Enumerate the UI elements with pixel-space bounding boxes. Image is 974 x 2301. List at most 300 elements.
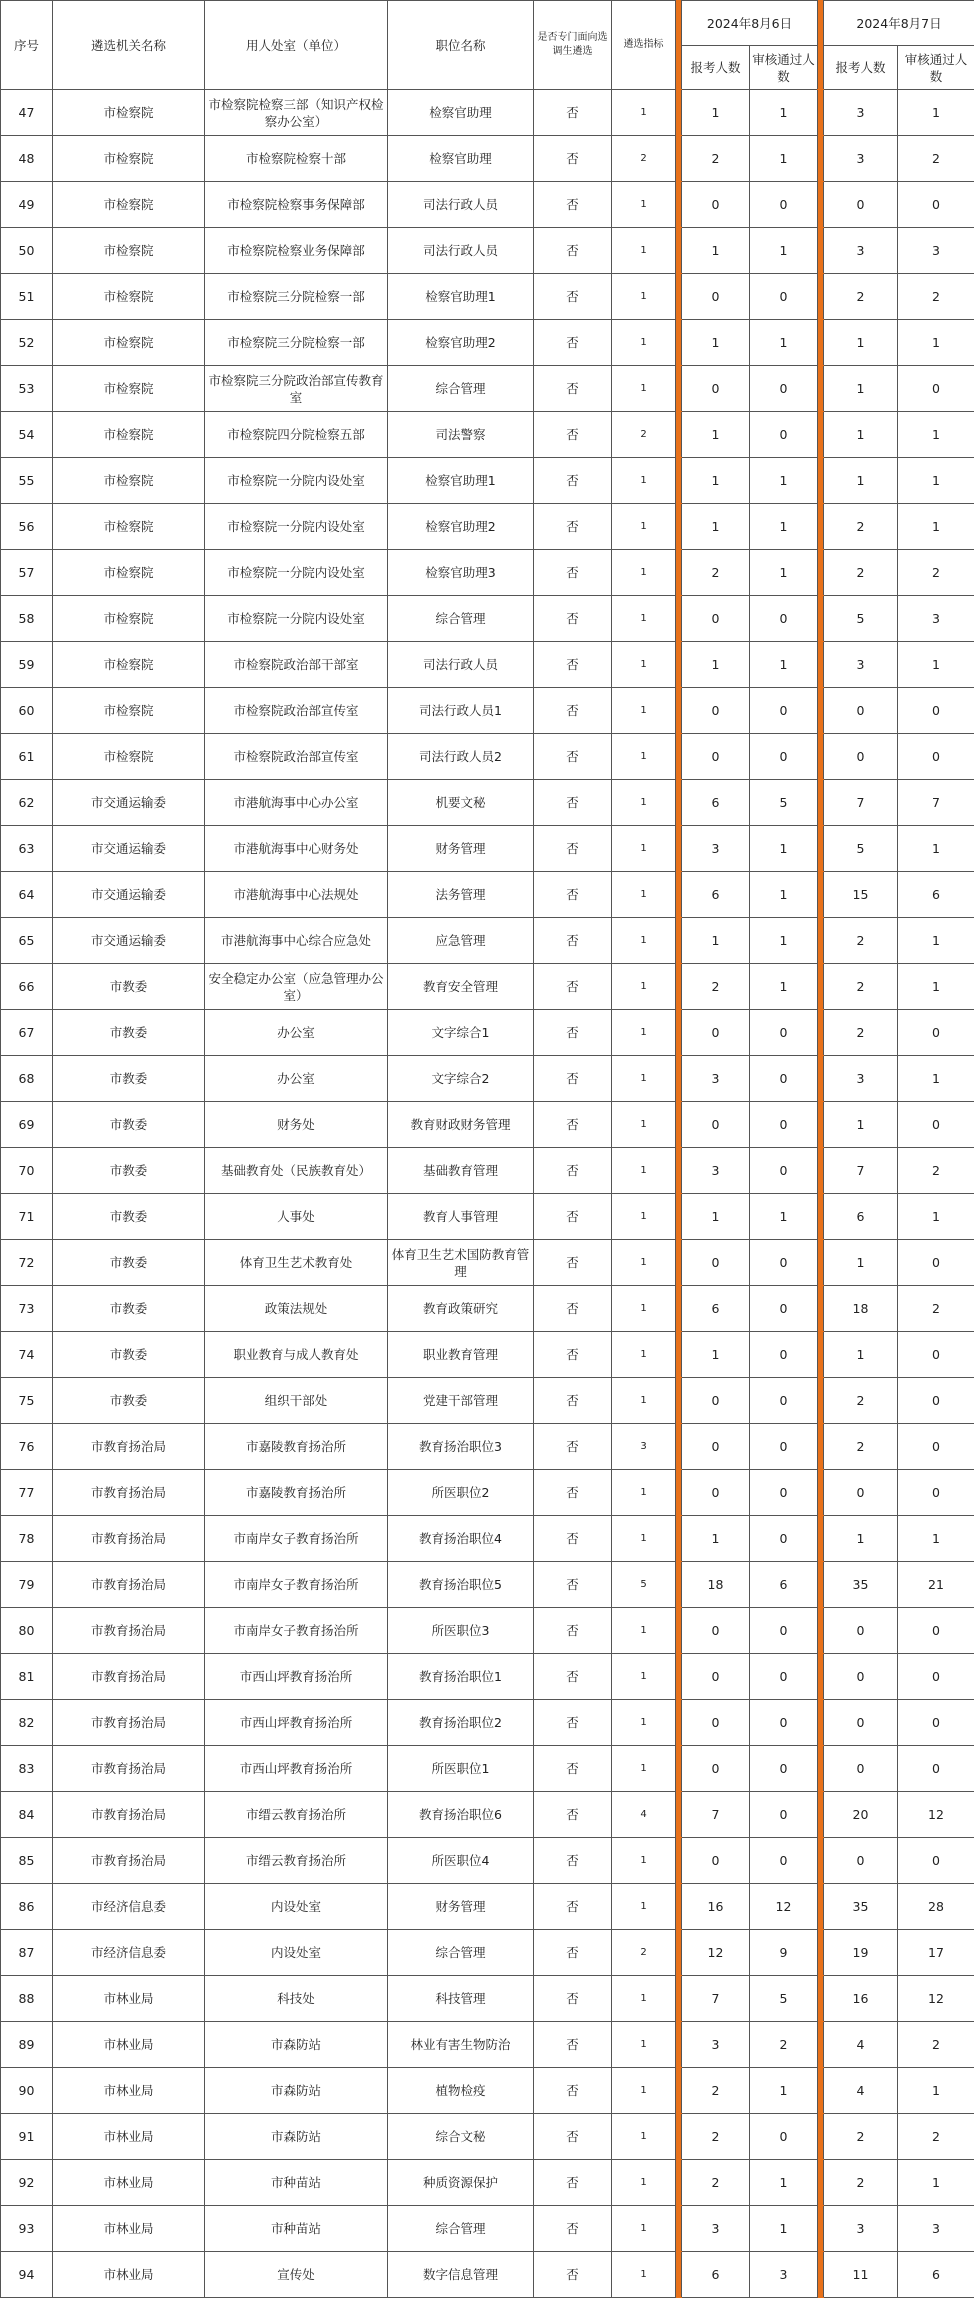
cell-agency: 市检察院 xyxy=(53,320,205,366)
cell-agency: 市检察院 xyxy=(53,412,205,458)
cell-dept: 市检察院一分院内设处室 xyxy=(205,550,388,596)
cell-agency: 市教委 xyxy=(53,1148,205,1194)
cell-graduate-only: 否 xyxy=(534,1102,612,1148)
table-row xyxy=(1,642,974,688)
cell-position: 教育人事管理 xyxy=(388,1194,534,1240)
cell-seq: 88 xyxy=(1,1976,53,2022)
table-row xyxy=(1,1424,974,1470)
cell-agency: 市教委 xyxy=(53,964,205,1010)
cell-quota: 1 xyxy=(612,2252,676,2298)
cell-apply-count-2: 0 xyxy=(824,1470,898,1516)
cell-pass-count-2: 0 xyxy=(898,366,974,412)
cell-apply-count-2: 0 xyxy=(824,688,898,734)
cell-graduate-only: 否 xyxy=(534,2160,612,2206)
cell-pass-count-1: 0 xyxy=(750,182,818,228)
cell-position: 林业有害生物防治 xyxy=(388,2022,534,2068)
cell-pass-count-2: 3 xyxy=(898,2206,974,2252)
cell-pass-count-2: 0 xyxy=(898,1746,974,1792)
cell-pass-count-2: 0 xyxy=(898,1424,974,1470)
cell-agency: 市教委 xyxy=(53,1286,205,1332)
cell-seq: 59 xyxy=(1,642,53,688)
cell-pass-count-2: 1 xyxy=(898,1056,974,1102)
cell-pass-count-2: 2 xyxy=(898,136,974,182)
cell-seq: 69 xyxy=(1,1102,53,1148)
cell-apply-count-2: 7 xyxy=(824,1148,898,1194)
cell-position: 教育扬治职位2 xyxy=(388,1700,534,1746)
cell-quota: 1 xyxy=(612,780,676,826)
cell-seq: 57 xyxy=(1,550,53,596)
cell-graduate-only: 否 xyxy=(534,228,612,274)
cell-pass-count-2: 0 xyxy=(898,1378,974,1424)
cell-quota: 1 xyxy=(612,458,676,504)
cell-quota: 1 xyxy=(612,1746,676,1792)
cell-pass-count-2: 2 xyxy=(898,1286,974,1332)
cell-apply-count-1: 1 xyxy=(682,90,750,136)
table-row xyxy=(1,1884,974,1930)
cell-pass-count-2: 1 xyxy=(898,1516,974,1562)
cell-position: 检察官助理1 xyxy=(388,274,534,320)
cell-pass-count-2: 2 xyxy=(898,550,974,596)
cell-quota: 1 xyxy=(612,1654,676,1700)
cell-apply-count-1: 7 xyxy=(682,1976,750,2022)
cell-seq: 61 xyxy=(1,734,53,780)
cell-pass-count-1: 0 xyxy=(750,1654,818,1700)
table-row xyxy=(1,1608,974,1654)
cell-apply-count-2: 16 xyxy=(824,1976,898,2022)
cell-agency: 市林业局 xyxy=(53,2252,205,2298)
cell-quota: 2 xyxy=(612,136,676,182)
cell-agency: 市教委 xyxy=(53,1378,205,1424)
cell-pass-count-1: 1 xyxy=(750,504,818,550)
cell-quota: 1 xyxy=(612,2068,676,2114)
cell-graduate-only: 否 xyxy=(534,642,612,688)
cell-agency: 市交通运输委 xyxy=(53,780,205,826)
cell-graduate-only: 否 xyxy=(534,504,612,550)
cell-apply-count-1: 2 xyxy=(682,2160,750,2206)
cell-pass-count-1: 5 xyxy=(750,780,818,826)
table-row xyxy=(1,274,974,320)
cell-apply-count-2: 2 xyxy=(824,1378,898,1424)
cell-pass-count-1: 1 xyxy=(750,2206,818,2252)
cell-apply-count-1: 0 xyxy=(682,734,750,780)
cell-pass-count-1: 5 xyxy=(750,1976,818,2022)
cell-seq: 67 xyxy=(1,1010,53,1056)
cell-apply-count-2: 3 xyxy=(824,1056,898,1102)
cell-dept: 市检察院三分院检察一部 xyxy=(205,320,388,366)
cell-pass-count-1: 6 xyxy=(750,1562,818,1608)
cell-apply-count-1: 0 xyxy=(682,1424,750,1470)
cell-graduate-only: 否 xyxy=(534,1148,612,1194)
cell-apply-count-1: 0 xyxy=(682,1700,750,1746)
cell-agency: 市交通运输委 xyxy=(53,918,205,964)
cell-position: 检察官助理2 xyxy=(388,504,534,550)
table-row xyxy=(1,596,974,642)
cell-agency: 市教育扬治局 xyxy=(53,1792,205,1838)
cell-quota: 1 xyxy=(612,918,676,964)
cell-apply-count-2: 2 xyxy=(824,2114,898,2160)
table-row xyxy=(1,1930,974,1976)
cell-pass-count-2: 6 xyxy=(898,2252,974,2298)
cell-pass-count-2: 0 xyxy=(898,1700,974,1746)
table-body xyxy=(1,90,974,2298)
table-row xyxy=(1,458,974,504)
cell-position: 检察官助理 xyxy=(388,136,534,182)
cell-quota: 1 xyxy=(612,872,676,918)
cell-quota: 1 xyxy=(612,1286,676,1332)
cell-pass-count-2: 21 xyxy=(898,1562,974,1608)
table-row xyxy=(1,780,974,826)
cell-seq: 82 xyxy=(1,1700,53,1746)
cell-apply-count-1: 7 xyxy=(682,1792,750,1838)
cell-seq: 89 xyxy=(1,2022,53,2068)
cell-quota: 1 xyxy=(612,320,676,366)
cell-apply-count-1: 6 xyxy=(682,780,750,826)
header-agency: 遴选机关名称 xyxy=(53,1,205,90)
cell-agency: 市检察院 xyxy=(53,734,205,780)
cell-pass-count-1: 1 xyxy=(750,964,818,1010)
cell-position: 教育政策研究 xyxy=(388,1286,534,1332)
cell-agency: 市教委 xyxy=(53,1194,205,1240)
cell-apply-count-1: 1 xyxy=(682,320,750,366)
cell-apply-count-1: 3 xyxy=(682,2022,750,2068)
cell-dept: 体育卫生艺术教育处 xyxy=(205,1240,388,1286)
cell-agency: 市检察院 xyxy=(53,596,205,642)
cell-pass-count-1: 0 xyxy=(750,2114,818,2160)
cell-seq: 64 xyxy=(1,872,53,918)
cell-pass-count-1: 0 xyxy=(750,1148,818,1194)
table-row xyxy=(1,90,974,136)
cell-pass-count-2: 1 xyxy=(898,1194,974,1240)
cell-seq: 79 xyxy=(1,1562,53,1608)
cell-seq: 71 xyxy=(1,1194,53,1240)
table-row xyxy=(1,2068,974,2114)
cell-apply-count-1: 0 xyxy=(682,1378,750,1424)
cell-dept: 市西山坪教育扬治所 xyxy=(205,1700,388,1746)
table-row xyxy=(1,1516,974,1562)
cell-agency: 市检察院 xyxy=(53,136,205,182)
cell-dept: 市港航海事中心法规处 xyxy=(205,872,388,918)
cell-seq: 84 xyxy=(1,1792,53,1838)
cell-pass-count-1: 0 xyxy=(750,366,818,412)
cell-pass-count-1: 0 xyxy=(750,1792,818,1838)
table-row xyxy=(1,964,974,1010)
cell-seq: 48 xyxy=(1,136,53,182)
cell-agency: 市检察院 xyxy=(53,642,205,688)
cell-position: 检察官助理 xyxy=(388,90,534,136)
cell-apply-count-2: 3 xyxy=(824,90,898,136)
table-row xyxy=(1,2252,974,2298)
cell-pass-count-2: 1 xyxy=(898,320,974,366)
cell-pass-count-2: 1 xyxy=(898,2068,974,2114)
cell-apply-count-2: 0 xyxy=(824,182,898,228)
cell-seq: 74 xyxy=(1,1332,53,1378)
table-row xyxy=(1,1838,974,1884)
cell-graduate-only: 否 xyxy=(534,320,612,366)
cell-dept: 市森防站 xyxy=(205,2022,388,2068)
cell-graduate-only: 否 xyxy=(534,550,612,596)
cell-quota: 1 xyxy=(612,228,676,274)
table-row xyxy=(1,1792,974,1838)
cell-quota: 1 xyxy=(612,2206,676,2252)
cell-pass-count-2: 0 xyxy=(898,734,974,780)
cell-pass-count-1: 1 xyxy=(750,826,818,872)
table-row xyxy=(1,228,974,274)
cell-quota: 1 xyxy=(612,550,676,596)
header-graduate-only: 是否专门面向选调生遴选 xyxy=(534,1,612,90)
cell-apply-count-1: 0 xyxy=(682,366,750,412)
cell-pass-count-1: 0 xyxy=(750,1102,818,1148)
cell-quota: 1 xyxy=(612,366,676,412)
cell-graduate-only: 否 xyxy=(534,2252,612,2298)
cell-pass-count-1: 0 xyxy=(750,596,818,642)
cell-apply-count-2: 0 xyxy=(824,734,898,780)
cell-pass-count-1: 0 xyxy=(750,1838,818,1884)
cell-pass-count-2: 3 xyxy=(898,596,974,642)
table-row xyxy=(1,320,974,366)
cell-apply-count-1: 0 xyxy=(682,1838,750,1884)
cell-apply-count-1: 2 xyxy=(682,2068,750,2114)
cell-apply-count-1: 1 xyxy=(682,1332,750,1378)
cell-dept: 市森防站 xyxy=(205,2114,388,2160)
cell-pass-count-2: 6 xyxy=(898,872,974,918)
cell-graduate-only: 否 xyxy=(534,964,612,1010)
table-row xyxy=(1,872,974,918)
cell-position: 综合管理 xyxy=(388,1930,534,1976)
cell-position: 所医职位4 xyxy=(388,1838,534,1884)
cell-apply-count-1: 2 xyxy=(682,2114,750,2160)
cell-apply-count-2: 1 xyxy=(824,458,898,504)
cell-seq: 94 xyxy=(1,2252,53,2298)
cell-position: 司法警察 xyxy=(388,412,534,458)
cell-quota: 1 xyxy=(612,1884,676,1930)
cell-seq: 47 xyxy=(1,90,53,136)
cell-position: 司法行政人员 xyxy=(388,642,534,688)
table-row xyxy=(1,1056,974,1102)
cell-agency: 市教委 xyxy=(53,1102,205,1148)
cell-pass-count-1: 1 xyxy=(750,90,818,136)
cell-pass-count-1: 0 xyxy=(750,1470,818,1516)
cell-apply-count-1: 1 xyxy=(682,504,750,550)
cell-pass-count-2: 1 xyxy=(898,458,974,504)
cell-apply-count-2: 20 xyxy=(824,1792,898,1838)
cell-seq: 72 xyxy=(1,1240,53,1286)
cell-apply-count-2: 4 xyxy=(824,2068,898,2114)
cell-seq: 66 xyxy=(1,964,53,1010)
cell-apply-count-2: 3 xyxy=(824,642,898,688)
cell-pass-count-2: 12 xyxy=(898,1976,974,2022)
cell-seq: 68 xyxy=(1,1056,53,1102)
cell-apply-count-1: 18 xyxy=(682,1562,750,1608)
cell-position: 法务管理 xyxy=(388,872,534,918)
cell-dept: 市港航海事中心综合应急处 xyxy=(205,918,388,964)
cell-quota: 1 xyxy=(612,1010,676,1056)
cell-quota: 1 xyxy=(612,688,676,734)
header-apply-count-1: 报考人数 xyxy=(682,46,750,90)
cell-seq: 78 xyxy=(1,1516,53,1562)
cell-pass-count-2: 1 xyxy=(898,504,974,550)
cell-seq: 80 xyxy=(1,1608,53,1654)
cell-apply-count-2: 1 xyxy=(824,320,898,366)
cell-apply-count-2: 1 xyxy=(824,366,898,412)
cell-position: 教育扬治职位4 xyxy=(388,1516,534,1562)
cell-seq: 76 xyxy=(1,1424,53,1470)
cell-dept: 市缙云教育扬治所 xyxy=(205,1792,388,1838)
cell-apply-count-1: 1 xyxy=(682,228,750,274)
cell-pass-count-1: 0 xyxy=(750,1010,818,1056)
cell-pass-count-2: 2 xyxy=(898,2114,974,2160)
cell-graduate-only: 否 xyxy=(534,1884,612,1930)
cell-pass-count-2: 0 xyxy=(898,1470,974,1516)
cell-position: 教育安全管理 xyxy=(388,964,534,1010)
cell-apply-count-1: 0 xyxy=(682,1746,750,1792)
cell-pass-count-2: 1 xyxy=(898,964,974,1010)
cell-seq: 90 xyxy=(1,2068,53,2114)
cell-agency: 市教委 xyxy=(53,1056,205,1102)
cell-dept: 市检察院政治部宣传室 xyxy=(205,734,388,780)
cell-pass-count-1: 1 xyxy=(750,642,818,688)
table-row xyxy=(1,1240,974,1286)
cell-graduate-only: 否 xyxy=(534,1424,612,1470)
cell-apply-count-1: 0 xyxy=(682,688,750,734)
cell-dept: 内设处室 xyxy=(205,1884,388,1930)
cell-agency: 市教委 xyxy=(53,1332,205,1378)
table-row xyxy=(1,918,974,964)
cell-pass-count-2: 0 xyxy=(898,1240,974,1286)
cell-graduate-only: 否 xyxy=(534,688,612,734)
cell-graduate-only: 否 xyxy=(534,1654,612,1700)
cell-apply-count-1: 3 xyxy=(682,1148,750,1194)
table-row xyxy=(1,1470,974,1516)
cell-graduate-only: 否 xyxy=(534,1746,612,1792)
cell-apply-count-2: 2 xyxy=(824,964,898,1010)
cell-apply-count-1: 1 xyxy=(682,1516,750,1562)
cell-quota: 1 xyxy=(612,1470,676,1516)
cell-pass-count-2: 1 xyxy=(898,2160,974,2206)
cell-position: 教育扬治职位6 xyxy=(388,1792,534,1838)
cell-pass-count-1: 0 xyxy=(750,412,818,458)
cell-seq: 81 xyxy=(1,1654,53,1700)
cell-graduate-only: 否 xyxy=(534,1930,612,1976)
cell-position: 教育扬治职位3 xyxy=(388,1424,534,1470)
header-apply-count-2: 报考人数 xyxy=(824,46,898,90)
cell-apply-count-2: 2 xyxy=(824,550,898,596)
header-pass-count-1: 审核通过人数 xyxy=(750,46,818,90)
cell-apply-count-2: 5 xyxy=(824,596,898,642)
cell-dept: 办公室 xyxy=(205,1010,388,1056)
cell-position: 基础教育管理 xyxy=(388,1148,534,1194)
table-row xyxy=(1,1332,974,1378)
cell-apply-count-1: 0 xyxy=(682,1102,750,1148)
cell-seq: 83 xyxy=(1,1746,53,1792)
cell-dept: 市检察院一分院内设处室 xyxy=(205,504,388,550)
cell-seq: 87 xyxy=(1,1930,53,1976)
cell-seq: 85 xyxy=(1,1838,53,1884)
cell-position: 机要文秘 xyxy=(388,780,534,826)
cell-dept: 市南岸女子教育扬治所 xyxy=(205,1516,388,1562)
cell-apply-count-2: 35 xyxy=(824,1884,898,1930)
cell-graduate-only: 否 xyxy=(534,1056,612,1102)
table-row xyxy=(1,1976,974,2022)
cell-dept: 政策法规处 xyxy=(205,1286,388,1332)
cell-agency: 市检察院 xyxy=(53,228,205,274)
cell-dept: 市检察院检察三部（知识产权检察办公室） xyxy=(205,90,388,136)
cell-pass-count-1: 0 xyxy=(750,1286,818,1332)
cell-agency: 市林业局 xyxy=(53,2114,205,2160)
cell-pass-count-1: 0 xyxy=(750,1700,818,1746)
cell-agency: 市教育扬治局 xyxy=(53,1424,205,1470)
cell-dept: 市检察院检察十部 xyxy=(205,136,388,182)
cell-graduate-only: 否 xyxy=(534,1240,612,1286)
cell-pass-count-1: 12 xyxy=(750,1884,818,1930)
cell-pass-count-1: 1 xyxy=(750,2068,818,2114)
header-seq: 序号 xyxy=(1,1,53,90)
cell-position: 植物检疫 xyxy=(388,2068,534,2114)
cell-agency: 市林业局 xyxy=(53,2022,205,2068)
cell-position: 检察官助理2 xyxy=(388,320,534,366)
cell-dept: 财务处 xyxy=(205,1102,388,1148)
cell-apply-count-1: 6 xyxy=(682,872,750,918)
cell-agency: 市教委 xyxy=(53,1010,205,1056)
cell-apply-count-2: 0 xyxy=(824,1746,898,1792)
cell-agency: 市检察院 xyxy=(53,182,205,228)
cell-dept: 职业教育与成人教育处 xyxy=(205,1332,388,1378)
cell-agency: 市经济信息委 xyxy=(53,1930,205,1976)
cell-dept: 市种苗站 xyxy=(205,2206,388,2252)
cell-quota: 1 xyxy=(612,1332,676,1378)
cell-agency: 市教育扬治局 xyxy=(53,1562,205,1608)
table-row xyxy=(1,734,974,780)
cell-pass-count-2: 0 xyxy=(898,182,974,228)
cell-apply-count-2: 18 xyxy=(824,1286,898,1332)
cell-quota: 1 xyxy=(612,90,676,136)
header-date-1: 2024年8月6日 xyxy=(682,1,818,46)
cell-quota: 1 xyxy=(612,642,676,688)
cell-agency: 市教委 xyxy=(53,1240,205,1286)
cell-position: 科技管理 xyxy=(388,1976,534,2022)
cell-quota: 5 xyxy=(612,1562,676,1608)
cell-apply-count-1: 0 xyxy=(682,1654,750,1700)
cell-pass-count-1: 1 xyxy=(750,918,818,964)
cell-graduate-only: 否 xyxy=(534,182,612,228)
cell-apply-count-1: 1 xyxy=(682,458,750,504)
cell-apply-count-2: 11 xyxy=(824,2252,898,2298)
cell-agency: 市交通运输委 xyxy=(53,826,205,872)
cell-pass-count-2: 1 xyxy=(898,642,974,688)
cell-graduate-only: 否 xyxy=(534,1608,612,1654)
cell-pass-count-2: 1 xyxy=(898,826,974,872)
cell-quota: 1 xyxy=(612,1838,676,1884)
cell-position: 文字综合2 xyxy=(388,1056,534,1102)
cell-graduate-only: 否 xyxy=(534,1700,612,1746)
cell-apply-count-1: 0 xyxy=(682,274,750,320)
cell-agency: 市经济信息委 xyxy=(53,1884,205,1930)
cell-position: 教育财政财务管理 xyxy=(388,1102,534,1148)
cell-dept: 市种苗站 xyxy=(205,2160,388,2206)
cell-apply-count-2: 3 xyxy=(824,228,898,274)
table-row xyxy=(1,2160,974,2206)
cell-dept: 内设处室 xyxy=(205,1930,388,1976)
table-row xyxy=(1,504,974,550)
cell-apply-count-1: 0 xyxy=(682,1470,750,1516)
header-date-2: 2024年8月7日 xyxy=(824,1,974,46)
cell-pass-count-2: 3 xyxy=(898,228,974,274)
cell-dept: 市西山坪教育扬治所 xyxy=(205,1746,388,1792)
cell-quota: 1 xyxy=(612,2022,676,2068)
cell-seq: 91 xyxy=(1,2114,53,2160)
cell-graduate-only: 否 xyxy=(534,1562,612,1608)
cell-agency: 市林业局 xyxy=(53,2160,205,2206)
cell-dept: 市检察院一分院内设处室 xyxy=(205,458,388,504)
